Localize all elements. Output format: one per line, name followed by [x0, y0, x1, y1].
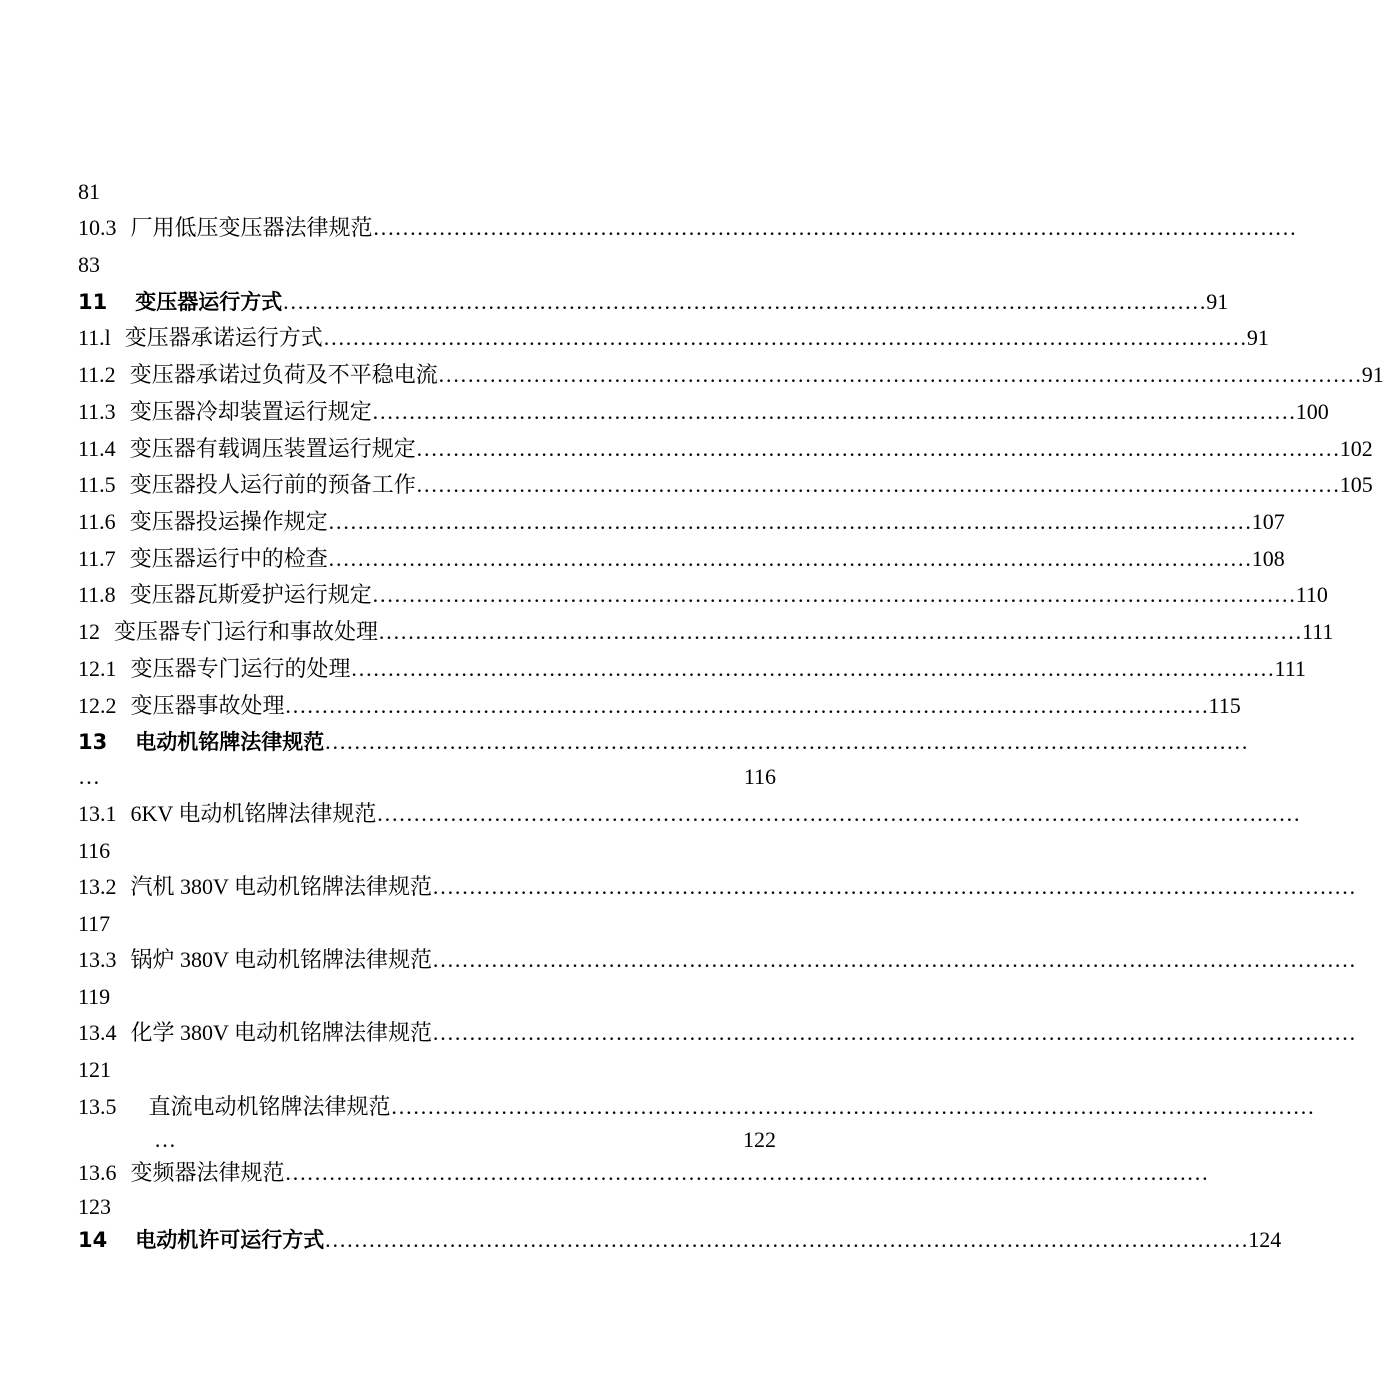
toc-entry-title: 变压器运行方式 — [135, 290, 283, 314]
toc-entry-13-continuation — [78, 762, 776, 792]
toc-entry-12-2[interactable] — [78, 691, 1241, 721]
toc-entry-title: 化学 380V 电动机铭牌法律规范 — [130, 1020, 432, 1045]
toc-entry-title: 变压器专门运行和事故处理 — [114, 619, 379, 644]
toc-entry-number: 11.2 — [78, 362, 116, 387]
toc-leader-dots: ……………………………………………………………………………………………………………… — [282, 289, 1207, 314]
toc-page-number-line — [78, 909, 776, 939]
toc-page-number: 91 — [1246, 325, 1269, 350]
toc-entry-title: 变压器投人运行前的预备工作 — [129, 472, 416, 497]
toc-entry-13-2[interactable] — [78, 872, 1356, 902]
toc-entry-title: 变压器投运操作规定 — [129, 509, 328, 534]
toc-leader-dots: ……………………………………………………………………………………………………………… — [322, 325, 1247, 350]
toc-leader-dots: ……………………………………………………………………………………………………………… — [415, 436, 1340, 461]
toc-entry-title: 直流电动机铭牌法律规范 — [148, 1094, 391, 1119]
toc-leader-dots: ……………………………………………………………………………………………………………… — [324, 729, 1249, 754]
toc-entry-13-3[interactable] — [78, 945, 1356, 975]
toc-entry-title: 6KV 电动机铭牌法律规范 — [130, 801, 377, 826]
toc-leader-dots: ……………………………………………………………………………………………………………… — [327, 546, 1252, 571]
toc-entry-title: 变压器专门运行的处理 — [130, 656, 351, 681]
toc-leader-dots: ……………………………………………………………………………………………………………… — [376, 801, 1301, 826]
toc-leader-dots: ……………………………………………………………………………………………………………… — [372, 215, 1297, 240]
toc-entry-number: 13.1 — [78, 801, 117, 826]
toc-entry-11-4[interactable] — [78, 434, 1373, 464]
toc-entry-number: 11.8 — [78, 582, 116, 607]
toc-page-number: 105 — [1339, 472, 1373, 497]
toc-entry-title: 变压器运行中的检查 — [129, 546, 328, 571]
toc-entry-number: 12 — [78, 619, 100, 644]
toc-page-number: 116 — [743, 764, 776, 789]
toc-leader-dots: ……………………………………………………………………………………………………………… — [415, 472, 1340, 497]
toc-leader-dots: ……………………………………………………………………………………………………………… — [324, 1227, 1249, 1252]
toc-page-number-line — [78, 1192, 776, 1222]
toc-entry-14[interactable] — [78, 1225, 1282, 1255]
toc-leader-dots: ……………………………………………………………………………………………………………… — [437, 362, 1362, 387]
toc-entry-13-5-continuation — [78, 1125, 776, 1155]
toc-entry-11-6[interactable] — [78, 507, 1285, 537]
toc-entry-number: 13.3 — [78, 947, 117, 972]
toc-entry-title: 变压器有载调压装置运行规定 — [129, 436, 416, 461]
toc-leader-dots: ……………………………………………………………………………………………………………… — [284, 1160, 1209, 1185]
toc-entry-13-5[interactable] — [78, 1092, 1315, 1122]
toc-leader-dots: ……………………………………………………………………………………………………………… — [432, 874, 1356, 899]
toc-page-number-line — [78, 836, 776, 866]
toc-entry-11-7[interactable] — [78, 544, 1285, 574]
toc-entry-number: 12.2 — [78, 693, 117, 718]
toc-entry-number: 13 — [78, 730, 108, 754]
toc-entry-11-3[interactable] — [78, 397, 1329, 427]
toc-entry-title: 变压器瓦斯爱护运行规定 — [129, 582, 372, 607]
toc-page-number: 123 — [78, 1194, 111, 1219]
toc-page-number: 116 — [78, 838, 111, 863]
toc-leader-dots: ……………………………………………………………………………………………………………… — [371, 582, 1296, 607]
toc-page-number: 124 — [1248, 1227, 1282, 1252]
toc-entry-number: 11.5 — [78, 472, 116, 497]
toc-entry-number: 13.4 — [78, 1020, 117, 1045]
toc-leader-dots: ……………………………………………………………………………………………………………… — [327, 509, 1252, 534]
toc-entry-10-3[interactable] — [78, 213, 1297, 243]
toc-page-number-line — [78, 177, 776, 207]
toc-entry-title: 电动机铭牌法律规范 — [135, 730, 325, 754]
toc-leader-dots: … — [154, 1127, 176, 1152]
toc-entry-number: 10.3 — [78, 215, 117, 240]
toc-entry-13-4[interactable] — [78, 1018, 1356, 1048]
toc-entry-title: 变压器承诺过负荷及不平稳电流 — [129, 362, 438, 387]
toc-entry-title: 变频器法律规范 — [130, 1160, 285, 1185]
toc-page-number: 100 — [1295, 399, 1329, 424]
toc-entry-number: 11.4 — [78, 436, 116, 461]
toc-entry-13-6[interactable] — [78, 1158, 1209, 1188]
toc-entry-11-2[interactable] — [78, 360, 1384, 390]
toc-entry-number: 13.6 — [78, 1160, 117, 1185]
toc-entry-number: 11.3 — [78, 399, 116, 424]
toc-entry-number: 11.7 — [78, 546, 116, 571]
toc-page-number: 111 — [1302, 619, 1334, 644]
toc-page-number: 108 — [1251, 546, 1285, 571]
toc-entry-12-1[interactable] — [78, 654, 1306, 684]
toc-entry-title: 汽机 380V 电动机铭牌法律规范 — [130, 874, 432, 899]
toc-entry-title: 厂用低压变压器法律规范 — [130, 215, 373, 240]
toc-page-number: 83 — [78, 252, 100, 277]
toc-page-number: 122 — [743, 1127, 776, 1152]
toc-leader-dots: ……………………………………………………………………………………………………………… — [432, 947, 1356, 972]
toc-entry-number: 13.2 — [78, 874, 117, 899]
toc-leader-dots: ……………………………………………………………………………………………………………… — [350, 656, 1275, 681]
toc-entry-title: 锅炉 380V 电动机铭牌法律规范 — [130, 947, 432, 972]
toc-page-number: 91 — [1206, 289, 1229, 314]
toc-leader-dots: ……………………………………………………………………………………………………………… — [432, 1020, 1356, 1045]
toc-leader-dots: ……………………………………………………………………………………………………………… — [390, 1094, 1315, 1119]
toc-entry-number: 13.5 — [78, 1094, 117, 1119]
toc-entry-11-8[interactable] — [78, 580, 1328, 610]
toc-page-number-line — [78, 982, 776, 1012]
toc-entry-number: 11.6 — [78, 509, 116, 534]
toc-page-number: 102 — [1339, 436, 1373, 461]
toc-entry-11-1[interactable] — [78, 323, 1269, 353]
toc-page-number: 115 — [1208, 693, 1241, 718]
toc-page-number: 110 — [1295, 582, 1328, 607]
toc-page-number: 117 — [78, 911, 111, 936]
toc-entry-title: 变压器冷却装置运行规定 — [129, 399, 372, 424]
toc-page-number: 119 — [78, 984, 111, 1009]
toc-entry-number: 11 — [78, 290, 108, 314]
toc-entry-title: 变压器承诺运行方式 — [124, 325, 323, 350]
toc-page-number: 111 — [1274, 656, 1306, 681]
toc-leader-dots: ……………………………………………………………………………………………………………… — [284, 693, 1209, 718]
toc-entry-number: 11.l — [78, 325, 111, 350]
toc-entry-11[interactable] — [78, 287, 1229, 317]
toc-page-number: 107 — [1251, 509, 1285, 534]
toc-entry-number: 14 — [78, 1228, 108, 1252]
toc-entry-13-1[interactable] — [78, 799, 1301, 829]
toc-entry-11-5[interactable] — [78, 470, 1373, 500]
toc-page-number: 91 — [1361, 362, 1384, 387]
toc-entry-number: 12.1 — [78, 656, 117, 681]
toc-entry-title: 变压器事故处理 — [130, 693, 285, 718]
toc-page-number-line — [78, 250, 776, 280]
toc-entry-title: 电动机许可运行方式 — [135, 1228, 325, 1252]
toc-page-number: 81 — [78, 179, 100, 204]
toc-page-number: 121 — [78, 1057, 111, 1082]
toc-leader-dots: … — [78, 764, 100, 789]
toc-leader-dots: ……………………………………………………………………………………………………………… — [371, 399, 1296, 424]
toc-entry-12[interactable] — [78, 617, 1334, 647]
toc-leader-dots: ……………………………………………………………………………………………………………… — [378, 619, 1303, 644]
toc-entry-13[interactable] — [78, 727, 1249, 757]
toc-page-number-line — [78, 1055, 776, 1085]
